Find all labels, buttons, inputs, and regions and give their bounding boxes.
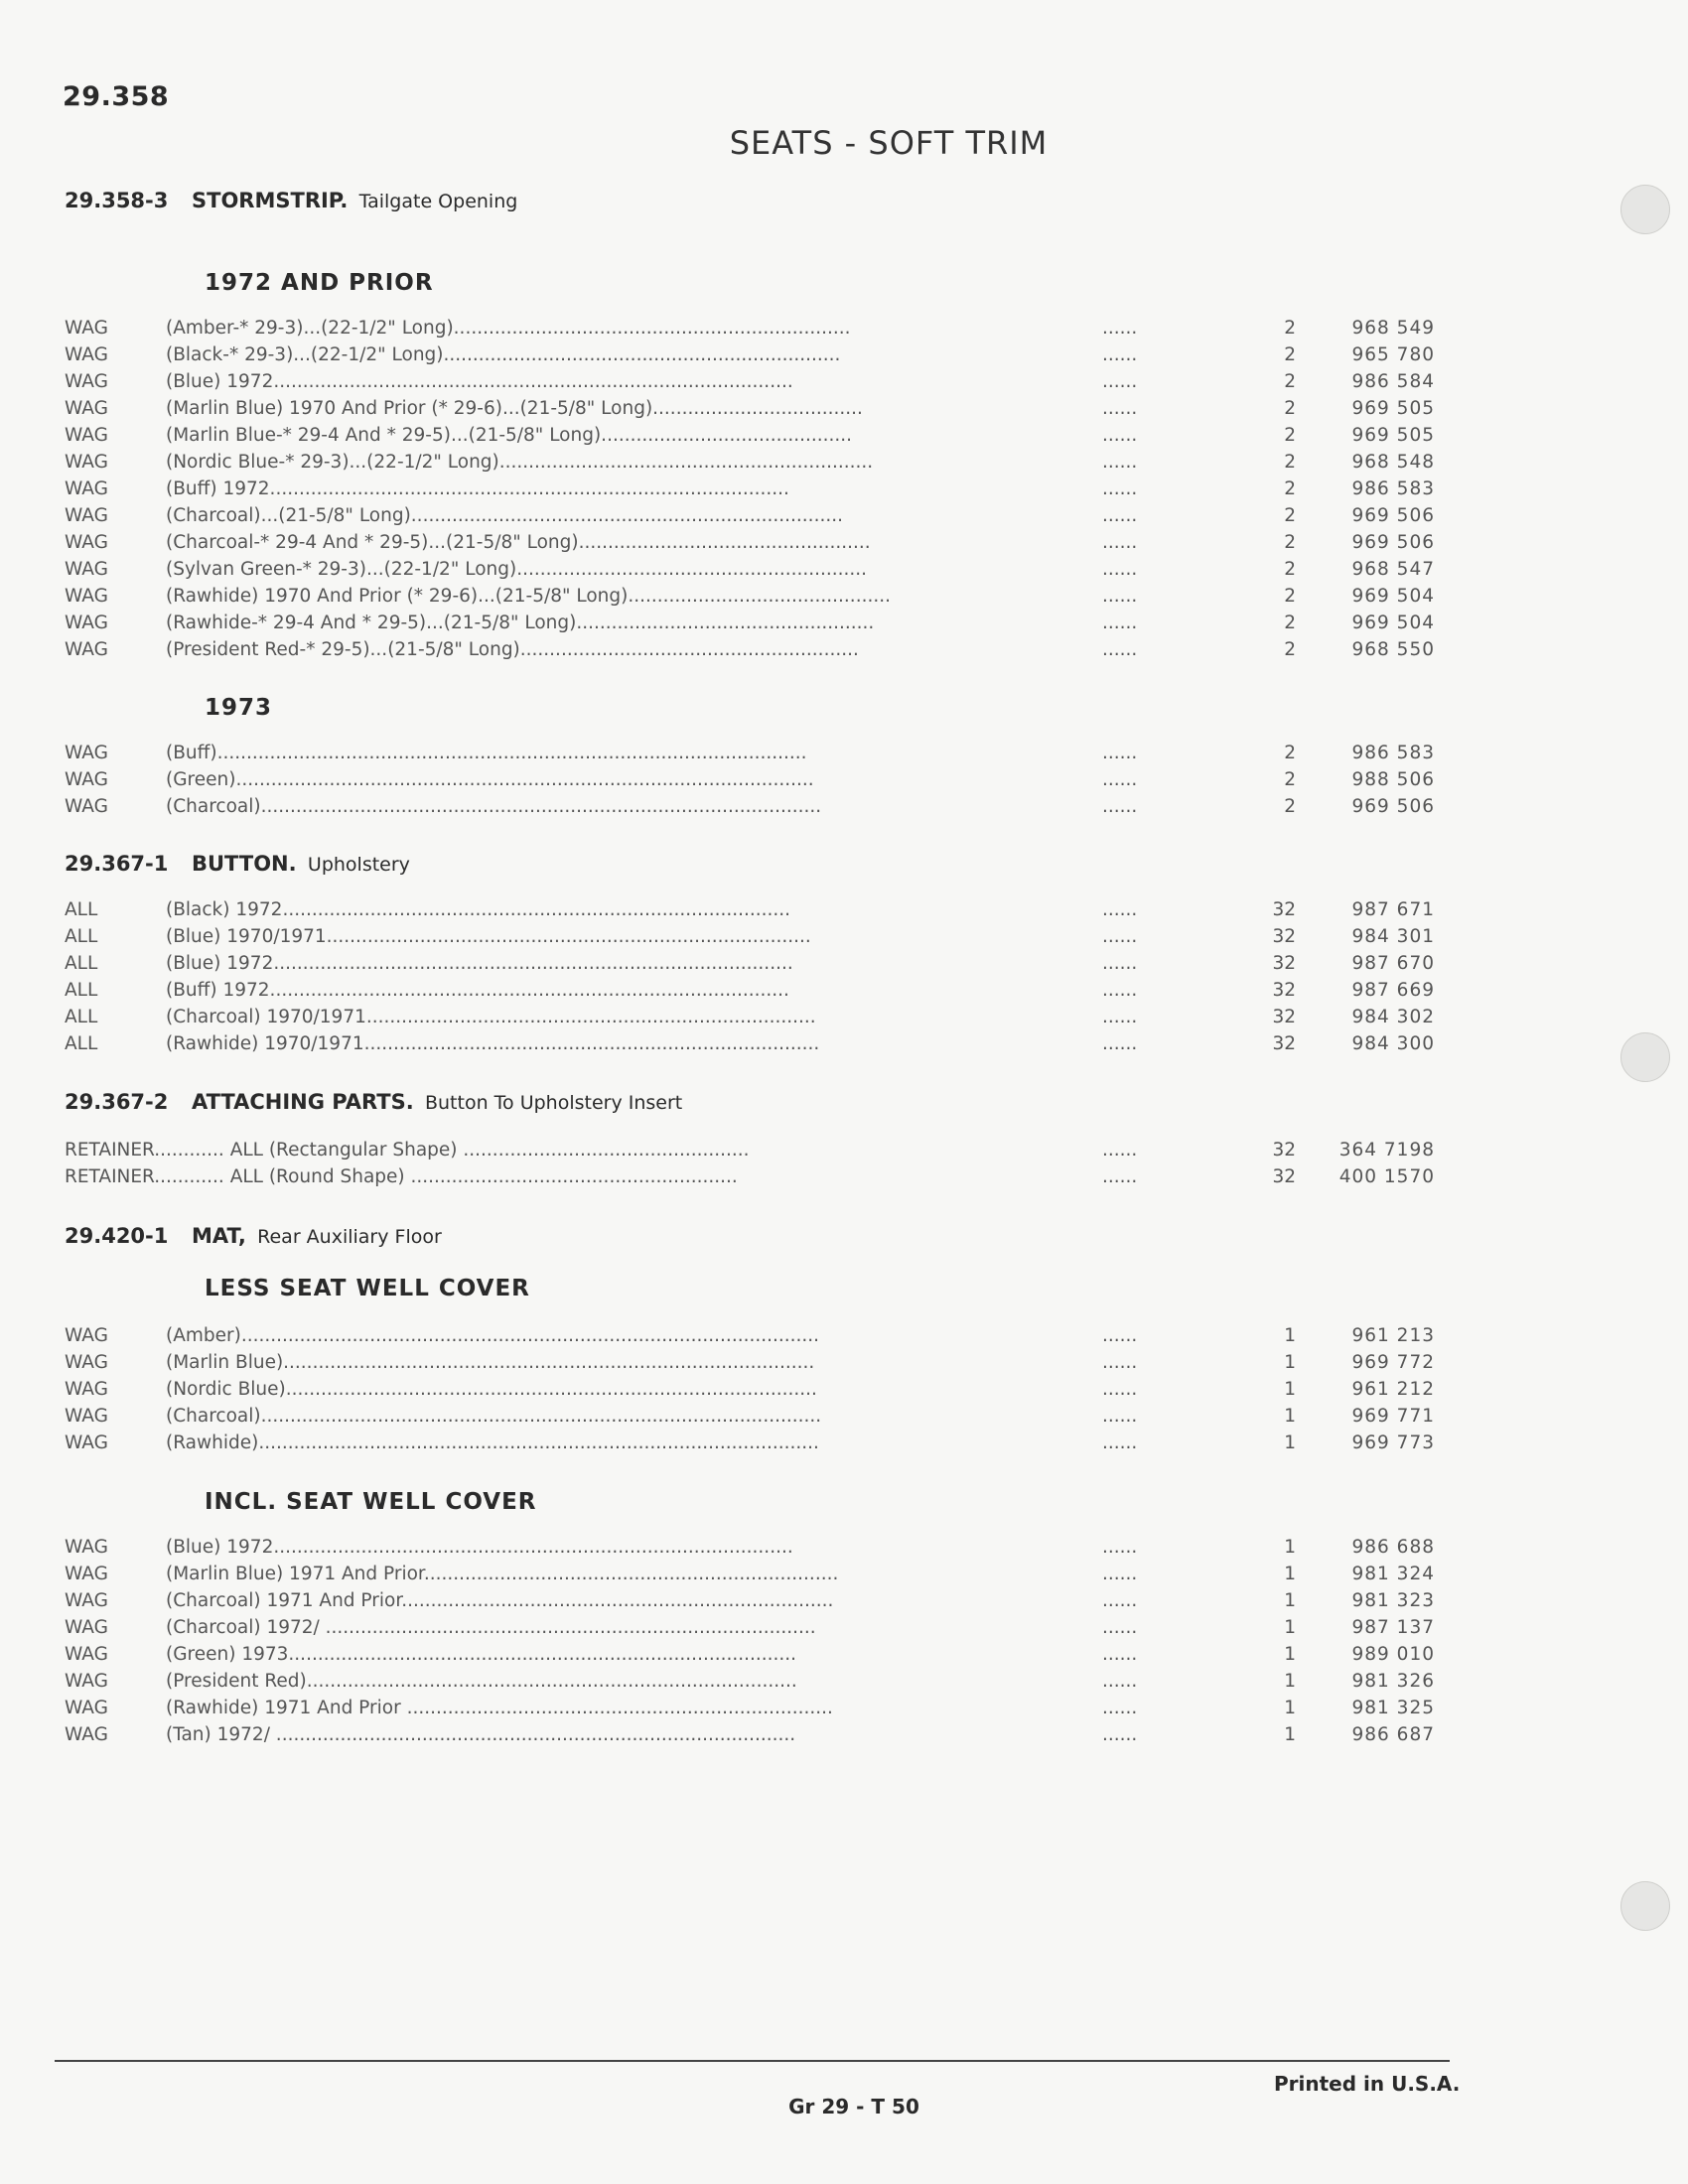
model-code: ALL bbox=[65, 1033, 98, 1054]
leader-dots: ...... bbox=[1102, 1564, 1138, 1584]
model-code: WAG bbox=[65, 796, 108, 817]
part-description: (Green)................................................................................................... bbox=[166, 769, 814, 790]
part-description: (Charcoal) 1970/1971............................................................................. bbox=[166, 1007, 816, 1027]
part-description: (Marlin Blue) 1971 And Prior....................................................................... bbox=[166, 1564, 839, 1584]
part-number: 969 506 bbox=[1351, 532, 1435, 553]
leader-dots: ...... bbox=[1102, 425, 1138, 446]
model-code: WAG bbox=[65, 639, 108, 660]
part-description: RETAINER............ ALL (Round Shape) ........................................................ bbox=[65, 1166, 738, 1187]
part-row bbox=[65, 1433, 1435, 1459]
part-description: (President Red).................................................................................... bbox=[166, 1671, 797, 1692]
model-code: WAG bbox=[65, 1352, 108, 1373]
part-row bbox=[65, 452, 1435, 478]
part-row bbox=[65, 532, 1435, 559]
part-row bbox=[65, 318, 1435, 344]
part-row bbox=[65, 743, 1435, 769]
quantity: 32 bbox=[1272, 1140, 1296, 1160]
leader-dots: ...... bbox=[1102, 1671, 1138, 1692]
quantity: 1 bbox=[1284, 1617, 1296, 1638]
quantity: 2 bbox=[1284, 586, 1296, 607]
part-description: (Charcoal) 1972/ .................................................................................... bbox=[166, 1617, 816, 1638]
section-heading: 29.358-3 STORMSTRIP. Tailgate Opening bbox=[65, 189, 518, 212]
part-description: (Rawhide) 1970 And Prior (* 29-6)...(21-5/8" Long)............................................. bbox=[166, 586, 891, 607]
part-description: (Buff)..................................................................................................... bbox=[166, 743, 807, 763]
part-row bbox=[65, 1671, 1435, 1698]
quantity: 32 bbox=[1272, 899, 1296, 920]
leader-dots: ...... bbox=[1102, 1379, 1138, 1400]
part-number: 986 583 bbox=[1351, 743, 1435, 763]
part-number: 961 213 bbox=[1351, 1325, 1435, 1346]
part-number: 968 547 bbox=[1351, 559, 1435, 580]
part-row bbox=[65, 926, 1435, 953]
part-row bbox=[65, 1537, 1435, 1564]
part-description: (Rawhide-* 29-4 And * 29-5)...(21-5/8" Long)................................................... bbox=[166, 613, 875, 633]
leader-dots: ...... bbox=[1102, 613, 1138, 633]
quantity: 1 bbox=[1284, 1590, 1296, 1611]
quantity: 1 bbox=[1284, 1433, 1296, 1453]
part-description: (Blue) 1972......................................................................................... bbox=[166, 1537, 793, 1558]
part-row bbox=[65, 1590, 1435, 1617]
model-code: WAG bbox=[65, 1564, 108, 1584]
model-code: ALL bbox=[65, 926, 98, 947]
page-number: 29.358 bbox=[63, 81, 170, 112]
part-description: (Blue) 1972......................................................................................... bbox=[166, 371, 793, 392]
leader-dots: ...... bbox=[1102, 452, 1138, 473]
part-description: (Buff) 1972......................................................................................... bbox=[166, 980, 789, 1001]
part-description: (Charcoal)................................................................................................ bbox=[166, 1406, 822, 1427]
quantity: 2 bbox=[1284, 613, 1296, 633]
leader-dots: ...... bbox=[1102, 1590, 1138, 1611]
part-number: 987 137 bbox=[1351, 1617, 1435, 1638]
part-number: 969 504 bbox=[1351, 586, 1435, 607]
quantity: 32 bbox=[1272, 926, 1296, 947]
part-description: (Charcoal)...(21-5/8" Long).......................................................................... bbox=[166, 505, 843, 526]
part-number: 969 772 bbox=[1351, 1352, 1435, 1373]
leader-dots: ...... bbox=[1102, 796, 1138, 817]
page-title: SEATS - SOFT TRIM bbox=[729, 124, 1049, 162]
quantity: 2 bbox=[1284, 743, 1296, 763]
part-description: (Green) 1973....................................................................................... bbox=[166, 1644, 797, 1665]
leader-dots: ...... bbox=[1102, 926, 1138, 947]
part-number: 981 326 bbox=[1351, 1671, 1435, 1692]
model-code: WAG bbox=[65, 1537, 108, 1558]
part-number: 984 301 bbox=[1351, 926, 1435, 947]
part-description: (Tan) 1972/ ......................................................................................... bbox=[166, 1724, 796, 1745]
quantity: 2 bbox=[1284, 769, 1296, 790]
leader-dots: ...... bbox=[1102, 1537, 1138, 1558]
leader-dots: ...... bbox=[1102, 953, 1138, 974]
quantity: 1 bbox=[1284, 1724, 1296, 1745]
part-number: 968 549 bbox=[1351, 318, 1435, 339]
footer-rule bbox=[55, 2060, 1450, 2062]
part-number: 986 688 bbox=[1351, 1537, 1435, 1558]
part-number: 986 687 bbox=[1351, 1724, 1435, 1745]
part-description: (Blue) 1972......................................................................................... bbox=[166, 953, 793, 974]
quantity: 1 bbox=[1284, 1325, 1296, 1346]
model-code: WAG bbox=[65, 1724, 108, 1745]
part-description: (Amber-* 29-3)...(22-1/2" Long).................................................................... bbox=[166, 318, 851, 339]
part-number: 969 771 bbox=[1351, 1406, 1435, 1427]
part-number: 987 669 bbox=[1351, 980, 1435, 1001]
part-row bbox=[65, 639, 1435, 666]
part-number: 969 506 bbox=[1351, 796, 1435, 817]
part-row bbox=[65, 1007, 1435, 1033]
quantity: 1 bbox=[1284, 1537, 1296, 1558]
leader-dots: ...... bbox=[1102, 1617, 1138, 1638]
model-code: WAG bbox=[65, 398, 108, 419]
part-number: 986 584 bbox=[1351, 371, 1435, 392]
leader-dots: ...... bbox=[1102, 1698, 1138, 1718]
part-row bbox=[65, 1406, 1435, 1433]
model-code: WAG bbox=[65, 769, 108, 790]
quantity: 2 bbox=[1284, 505, 1296, 526]
quantity: 2 bbox=[1284, 559, 1296, 580]
model-code: WAG bbox=[65, 452, 108, 473]
quantity: 2 bbox=[1284, 344, 1296, 365]
part-description: (Black) 1972....................................................................................... bbox=[166, 899, 791, 920]
leader-dots: ...... bbox=[1102, 344, 1138, 365]
quantity: 2 bbox=[1284, 639, 1296, 660]
leader-dots: ...... bbox=[1102, 769, 1138, 790]
part-row bbox=[65, 1698, 1435, 1724]
part-number: 969 504 bbox=[1351, 613, 1435, 633]
leader-dots: ...... bbox=[1102, 639, 1138, 660]
part-description: (Marlin Blue-* 29-4 And * 29-5)...(21-5/8" Long)........................................... bbox=[166, 425, 853, 446]
part-row bbox=[65, 953, 1435, 980]
model-code: WAG bbox=[65, 559, 108, 580]
quantity: 2 bbox=[1284, 398, 1296, 419]
part-row bbox=[65, 586, 1435, 613]
leader-dots: ...... bbox=[1102, 371, 1138, 392]
part-number: 961 212 bbox=[1351, 1379, 1435, 1400]
part-number: 969 773 bbox=[1351, 1433, 1435, 1453]
group-heading: LESS SEAT WELL COVER bbox=[205, 1276, 530, 1301]
part-number: 981 323 bbox=[1351, 1590, 1435, 1611]
leader-dots: ...... bbox=[1102, 1007, 1138, 1027]
model-code: ALL bbox=[65, 953, 98, 974]
part-description: (Marlin Blue) 1970 And Prior (* 29-6)...(21-5/8" Long).................................... bbox=[166, 398, 863, 419]
part-row bbox=[65, 1617, 1435, 1644]
printed-in: Printed in U.S.A. bbox=[1274, 2072, 1461, 2096]
part-description: (Rawhide)................................................................................................ bbox=[166, 1433, 819, 1453]
part-number: 400 1570 bbox=[1338, 1166, 1435, 1187]
part-description: (Nordic Blue-* 29-3)...(22-1/2" Long)................................................................ bbox=[166, 452, 874, 473]
part-row bbox=[65, 1325, 1435, 1352]
model-code: WAG bbox=[65, 586, 108, 607]
part-number: 981 325 bbox=[1351, 1698, 1435, 1718]
part-row bbox=[65, 1166, 1435, 1193]
leader-dots: ...... bbox=[1102, 1352, 1138, 1373]
part-number: 969 505 bbox=[1351, 398, 1435, 419]
part-description: (Charcoal-* 29-4 And * 29-5)...(21-5/8" Long).................................................. bbox=[166, 532, 871, 553]
part-number: 987 671 bbox=[1351, 899, 1435, 920]
section-heading: 29.367-1 BUTTON. Upholstery bbox=[65, 852, 410, 876]
quantity: 1 bbox=[1284, 1671, 1296, 1692]
quantity: 32 bbox=[1272, 953, 1296, 974]
part-description: (Charcoal)................................................................................................ bbox=[166, 796, 822, 817]
binder-hole bbox=[1620, 185, 1670, 234]
leader-dots: ...... bbox=[1102, 1644, 1138, 1665]
leader-dots: ...... bbox=[1102, 398, 1138, 419]
section-heading: 29.367-2 ATTACHING PARTS. Button To Upholstery Insert bbox=[65, 1090, 683, 1114]
part-description: (President Red-* 29-5)...(21-5/8" Long).......................................................... bbox=[166, 639, 859, 660]
quantity: 1 bbox=[1284, 1379, 1296, 1400]
model-code: WAG bbox=[65, 1325, 108, 1346]
part-row bbox=[65, 559, 1435, 586]
model-code: WAG bbox=[65, 1590, 108, 1611]
quantity: 1 bbox=[1284, 1406, 1296, 1427]
part-number: 969 506 bbox=[1351, 505, 1435, 526]
part-row bbox=[65, 1033, 1435, 1060]
part-description: (Buff) 1972......................................................................................... bbox=[166, 478, 789, 499]
leader-dots: ...... bbox=[1102, 532, 1138, 553]
part-row bbox=[65, 613, 1435, 639]
part-row bbox=[65, 1724, 1435, 1751]
model-code: WAG bbox=[65, 478, 108, 499]
part-description: RETAINER............ ALL (Rectangular Shape) ................................................. bbox=[65, 1140, 750, 1160]
part-description: (Black-* 29-3)...(22-1/2" Long).................................................................... bbox=[166, 344, 841, 365]
part-row bbox=[65, 398, 1435, 425]
leader-dots: ...... bbox=[1102, 1140, 1138, 1160]
part-number: 989 010 bbox=[1351, 1644, 1435, 1665]
leader-dots: ...... bbox=[1102, 1325, 1138, 1346]
quantity: 32 bbox=[1272, 1033, 1296, 1054]
quantity: 1 bbox=[1284, 1644, 1296, 1665]
quantity: 2 bbox=[1284, 532, 1296, 553]
leader-dots: ...... bbox=[1102, 505, 1138, 526]
quantity: 32 bbox=[1272, 1007, 1296, 1027]
leader-dots: ...... bbox=[1102, 1724, 1138, 1745]
part-description: (Blue) 1970/1971................................................................................... bbox=[166, 926, 811, 947]
part-row bbox=[65, 1564, 1435, 1590]
part-description: (Marlin Blue)........................................................................................... bbox=[166, 1352, 815, 1373]
quantity: 32 bbox=[1272, 1166, 1296, 1187]
model-code: WAG bbox=[65, 1698, 108, 1718]
part-number: 969 505 bbox=[1351, 425, 1435, 446]
part-row bbox=[65, 1644, 1435, 1671]
part-description: (Nordic Blue)........................................................................................... bbox=[166, 1379, 817, 1400]
model-code: WAG bbox=[65, 344, 108, 365]
model-code: WAG bbox=[65, 1617, 108, 1638]
model-code: WAG bbox=[65, 318, 108, 339]
part-number: 984 300 bbox=[1351, 1033, 1435, 1054]
section-heading: 29.420-1 MAT, Rear Auxiliary Floor bbox=[65, 1224, 442, 1248]
part-row bbox=[65, 478, 1435, 505]
part-description: (Charcoal) 1971 And Prior.......................................................................... bbox=[166, 1590, 834, 1611]
model-code: WAG bbox=[65, 1644, 108, 1665]
leader-dots: ...... bbox=[1102, 899, 1138, 920]
binder-hole bbox=[1620, 1881, 1670, 1931]
group-heading: 1973 bbox=[205, 695, 273, 721]
group-heading: INCL. SEAT WELL COVER bbox=[205, 1489, 537, 1515]
leader-dots: ...... bbox=[1102, 1166, 1138, 1187]
part-row bbox=[65, 899, 1435, 926]
quantity: 2 bbox=[1284, 478, 1296, 499]
group-heading: 1972 AND PRIOR bbox=[205, 270, 434, 296]
quantity: 1 bbox=[1284, 1698, 1296, 1718]
page-footer: Gr 29 - T 50 bbox=[788, 2095, 919, 2118]
part-row bbox=[65, 1379, 1435, 1406]
part-row bbox=[65, 371, 1435, 398]
leader-dots: ...... bbox=[1102, 980, 1138, 1001]
part-number: 987 670 bbox=[1351, 953, 1435, 974]
quantity: 2 bbox=[1284, 318, 1296, 339]
quantity: 2 bbox=[1284, 371, 1296, 392]
model-code: WAG bbox=[65, 1433, 108, 1453]
leader-dots: ...... bbox=[1102, 318, 1138, 339]
model-code: ALL bbox=[65, 980, 98, 1001]
part-number: 986 583 bbox=[1351, 478, 1435, 499]
quantity: 32 bbox=[1272, 980, 1296, 1001]
model-code: ALL bbox=[65, 1007, 98, 1027]
quantity: 2 bbox=[1284, 796, 1296, 817]
model-code: WAG bbox=[65, 743, 108, 763]
part-number: 968 550 bbox=[1351, 639, 1435, 660]
part-number: 988 506 bbox=[1351, 769, 1435, 790]
part-row bbox=[65, 1352, 1435, 1379]
leader-dots: ...... bbox=[1102, 586, 1138, 607]
part-number: 965 780 bbox=[1351, 344, 1435, 365]
model-code: ALL bbox=[65, 899, 98, 920]
binder-hole bbox=[1620, 1032, 1670, 1082]
model-code: WAG bbox=[65, 1406, 108, 1427]
part-row bbox=[65, 344, 1435, 371]
part-number: 984 302 bbox=[1351, 1007, 1435, 1027]
leader-dots: ...... bbox=[1102, 559, 1138, 580]
quantity: 1 bbox=[1284, 1564, 1296, 1584]
part-row bbox=[65, 425, 1435, 452]
part-description: (Rawhide) 1970/1971.............................................................................. bbox=[166, 1033, 820, 1054]
model-code: WAG bbox=[65, 425, 108, 446]
part-row bbox=[65, 980, 1435, 1007]
part-row bbox=[65, 769, 1435, 796]
part-number: 364 7198 bbox=[1338, 1140, 1435, 1160]
quantity: 2 bbox=[1284, 452, 1296, 473]
leader-dots: ...... bbox=[1102, 1033, 1138, 1054]
model-code: WAG bbox=[65, 1379, 108, 1400]
part-description: (Rawhide) 1971 And Prior ......................................................................... bbox=[166, 1698, 833, 1718]
part-description: (Amber)................................................................................................... bbox=[166, 1325, 820, 1346]
model-code: WAG bbox=[65, 1671, 108, 1692]
part-description: (Sylvan Green-* 29-3)...(22-1/2" Long)............................................................ bbox=[166, 559, 868, 580]
part-number: 968 548 bbox=[1351, 452, 1435, 473]
part-row bbox=[65, 505, 1435, 532]
quantity: 2 bbox=[1284, 425, 1296, 446]
leader-dots: ...... bbox=[1102, 478, 1138, 499]
model-code: WAG bbox=[65, 505, 108, 526]
quantity: 1 bbox=[1284, 1352, 1296, 1373]
part-number: 981 324 bbox=[1351, 1564, 1435, 1584]
part-row bbox=[65, 1140, 1435, 1166]
model-code: WAG bbox=[65, 371, 108, 392]
part-row bbox=[65, 796, 1435, 823]
model-code: WAG bbox=[65, 532, 108, 553]
model-code: WAG bbox=[65, 613, 108, 633]
leader-dots: ...... bbox=[1102, 1406, 1138, 1427]
leader-dots: ...... bbox=[1102, 743, 1138, 763]
leader-dots: ...... bbox=[1102, 1433, 1138, 1453]
